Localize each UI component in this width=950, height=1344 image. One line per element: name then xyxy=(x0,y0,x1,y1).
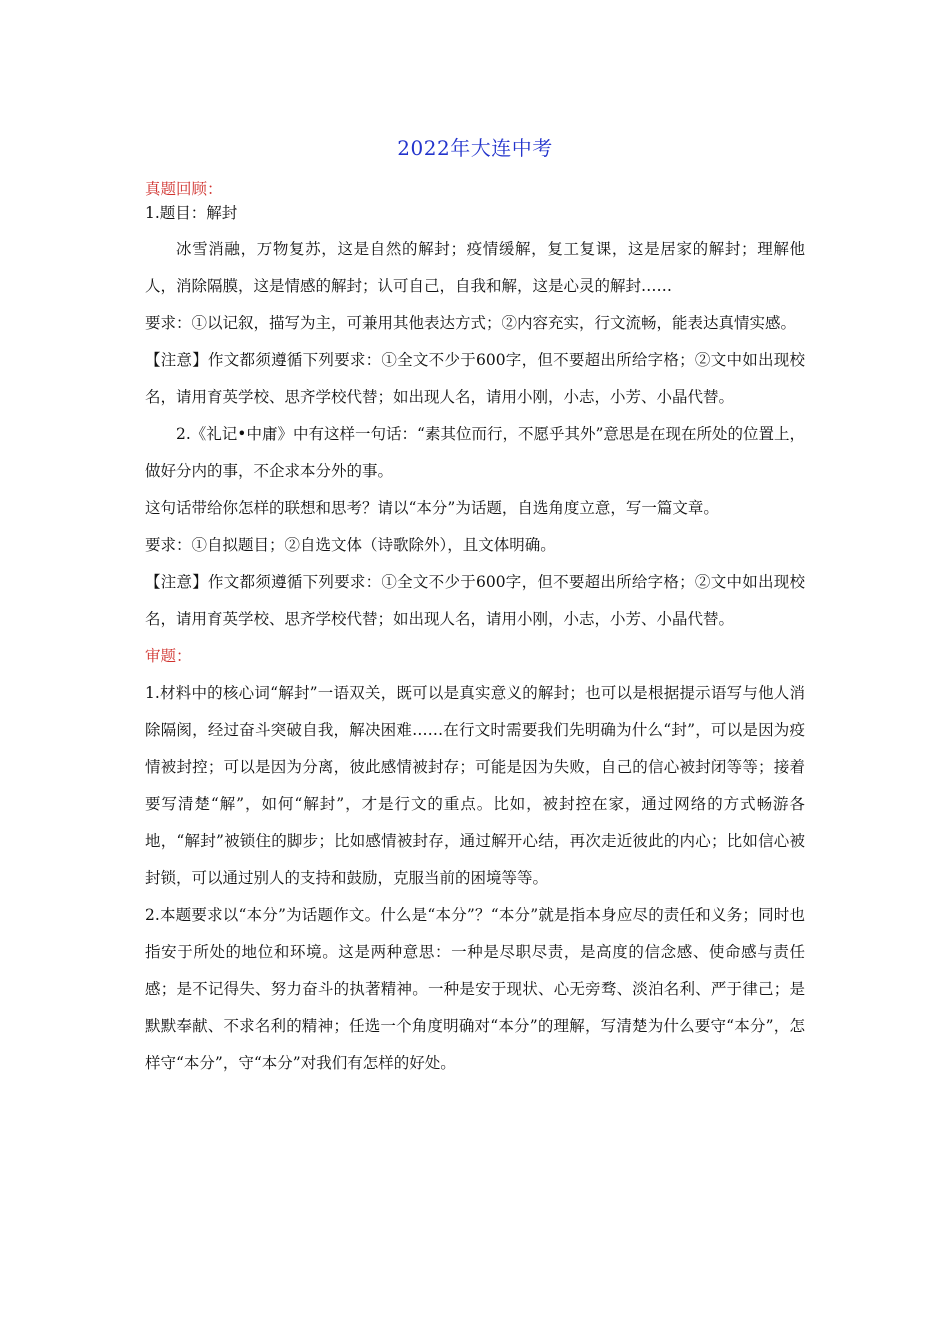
q1-heading: 1.题目：解封 xyxy=(145,204,238,222)
q1-requirement: 要求：①以记叙，描写为主，可兼用其他表达方式；②内容充实，行文流畅，能表达真情实感。 xyxy=(145,314,797,332)
document-page xyxy=(145,132,805,1082)
q2-requirement: 要求：①自拟题目；②自选文体（诗歌除外），且文体明确。 xyxy=(145,536,556,554)
q2-material: 2.《礼记•中庸》中有这样一句话：“素其位而行，不愿乎其外”意思是在现在所处的位置上，做好分内的事，不企求本分外的事。 xyxy=(145,425,805,480)
page-title: 2022年大连中考 xyxy=(397,136,553,160)
q2-note: 【注意】作文都须遵循下列要求：①全文不少于600字，但不要超出所给字格；②文中如出现校名，请用育英学校、思齐学校代替；如出现人名，请用小刚，小志，小芳、小晶代替。 xyxy=(145,573,805,628)
analysis-paragraph-2: 2.本题要求以“本分”为话题作文。什么是“本分”？“本分”就是指本身应尽的责任和义务；同时也指安于所处的地位和环境。这是两种意思：一种是尽职尽责，是高度的信念感、使命感与责任感；是不记得失、努力奋斗的执著精神。一种是安于现状、心无旁骛、淡泊名利、严于律己；是默默奉献、不求名利的精神；任选一个角度明确对“本分”的理解，写清楚为什么要守“本分”，怎样守“本分”，守“本分”对我们有怎样的好处。 xyxy=(145,906,805,1072)
q2-prompt: 这句话带给你怎样的联想和思考？请以“本分”为话题，自选角度立意，写一篇文章。 xyxy=(145,499,719,517)
section-heading-analysis: 审题： xyxy=(145,647,192,665)
analysis-paragraph-1: 1.材料中的核心词“解封”一语双关，既可以是真实意义的解封；也可以是根据提示语写与他人消除隔阂，经过奋斗突破自我，解决困难……在行文时需要我们先明确为什么“封”，可以是因为疫情被封控；可以是因为分离，彼此感情被封存；可能是因为失败，自己的信心被封闭等等；接着要写清楚“解”，如何“解封”，才是行文的重点。比如，被封控在家，通过网络的方式畅游各地，“解封”被锁住的脚步；比如感情被封存，通过解开心结，再次走近彼此的内心；比如信心被封锁，可以通过别人的支持和鼓励，克服当前的困境等等。 xyxy=(145,684,805,887)
q1-material: 冰雪消融，万物复苏，这是自然的解封；疫情缓解，复工复课，这是居家的解封；理解他人，消除隔膜，这是情感的解封；认可自己，自我和解，这是心灵的解封…… xyxy=(145,240,805,295)
q1-note: 【注意】作文都须遵循下列要求：①全文不少于600字，但不要超出所给字格；②文中如出现校名，请用育英学校、思齐学校代替；如出现人名，请用小刚，小志，小芳、小晶代替。 xyxy=(145,351,805,406)
section-heading-review: 真题回顾： xyxy=(145,180,223,198)
